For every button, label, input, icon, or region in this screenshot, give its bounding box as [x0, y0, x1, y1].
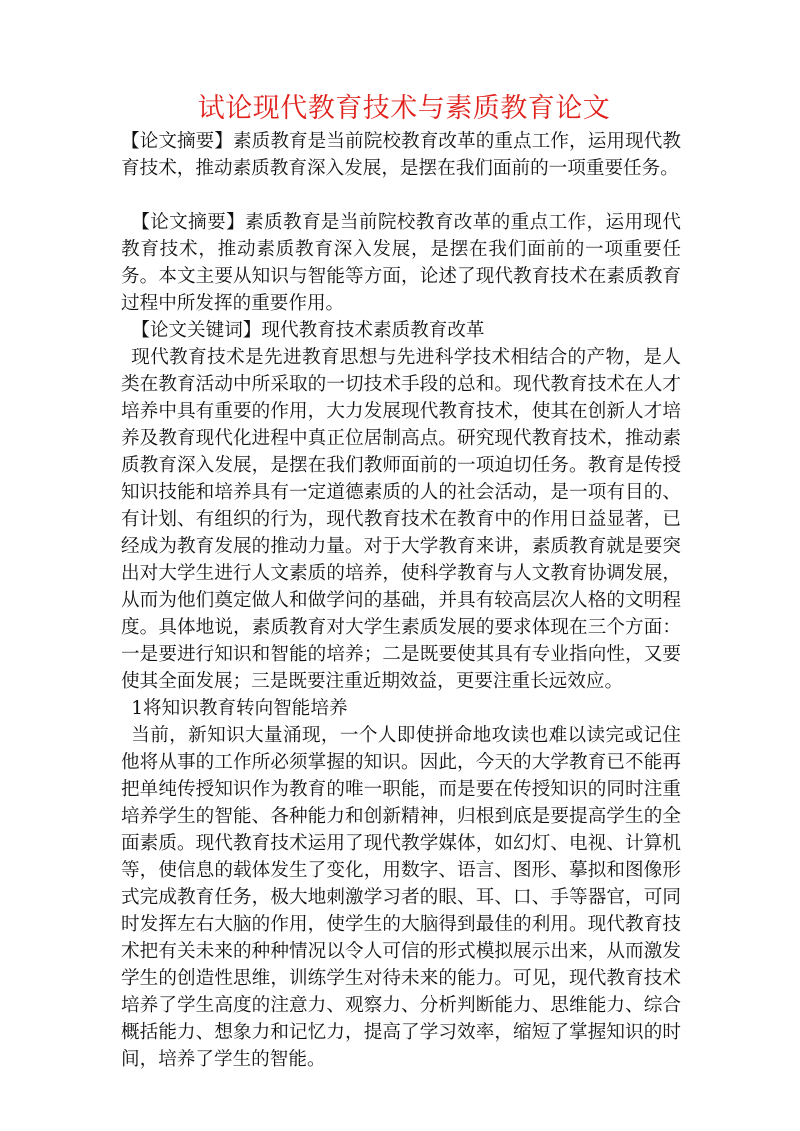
section-1-heading: 1将知识教育转向智能培养 [131, 698, 348, 719]
abstract-full: 【论文摘要】素质教育是当前院校教育改革的重点工作，运用现代教育技术，推动素质教育深入发展，是摆在我们面前的一项重要任务。本文主要从知识与智能等方面，论述了现代教育技术在素质教育过程中所发挥的重要作用。 [121, 212, 681, 314]
paragraph-gap [121, 182, 681, 209]
keywords-line: 【论文关键词】现代教育技术素质教育改革 [131, 320, 485, 341]
section-1-paragraph: 当前，新知识大量涌现，一个人即使拼命地攻读也难以读完或记住他将从事的工作所必须掌握的知识。因此，今天的大学教育已不能再把单纯传授知识作为教育的唯一职能，而是要在传授知识的同时注重培养学生的智能、各种能力和创新精神，归根到底是要提高学生的全面素质。现代教育技术运用了现代教学媒体，如幻灯、电视、计算机等，使信息的载体发生了变化，用数字、语言、图形、摹拟和图像形式完成教育任务，极大地刺激学习者的眼、耳、口、手等器官，可同时发挥左右大脑的作用，使学生的大脑得到最佳的利用。现代教育技术把有关未来的种种情况以令人可信的形式模拟展示出来，从而激发学生的创造性思维，训练学生对待未来的能力。可见，现代教育技术培养了学生高度的注意力、观察力、分析判断能力、思维能力、综合概括能力、想象力和记忆力，提高了学习效率，缩短了掌握知识的时间，培养了学生的智能。 [121, 725, 681, 1070]
document-page [121, 92, 681, 1073]
document-title: 试论现代教育技术与素质教育论文 [197, 93, 611, 124]
intro-paragraph: 现代教育技术是先进教育思想与先进科学技术相结合的产物，是人类在教育活动中所采取的一切技术手段的总和。现代教育技术在人才培养中具有重要的作用，大力发展现代教育技术，使其在创新人才培养及教育现代化进程中真正位居制高点。研究现代教育技术，推动素质教育深入发展，是摆在我们教师面前的一项迫切任务。教育是传授知识技能和培养具有一定道德素质的人的社会活动，是一项有目的、有计划、有组织的行为，现代教育技术在教育中的作用日益显著，已经成为教育发展的推动力量。对于大学教育来讲，素质教育就是要突出对大学生进行人文素质的培养，使科学教育与人文教育协调发展，从而为他们奠定做人和做学问的基础，并具有较高层次人格的文明程度。具体地说，素质教育对大学生素质发展的要求体现在三个方面：一是要进行知识和智能的培养；二是既要使其具有专业指向性，又要使其全面发展；三是既要注重近期效益，更要注重长远效应。 [121, 347, 681, 692]
abstract-short: 【论文摘要】素质教育是当前院校教育改革的重点工作，运用现代教育技术，推动素质教育深入发展，是摆在我们面前的一项重要任务。 [121, 131, 681, 179]
